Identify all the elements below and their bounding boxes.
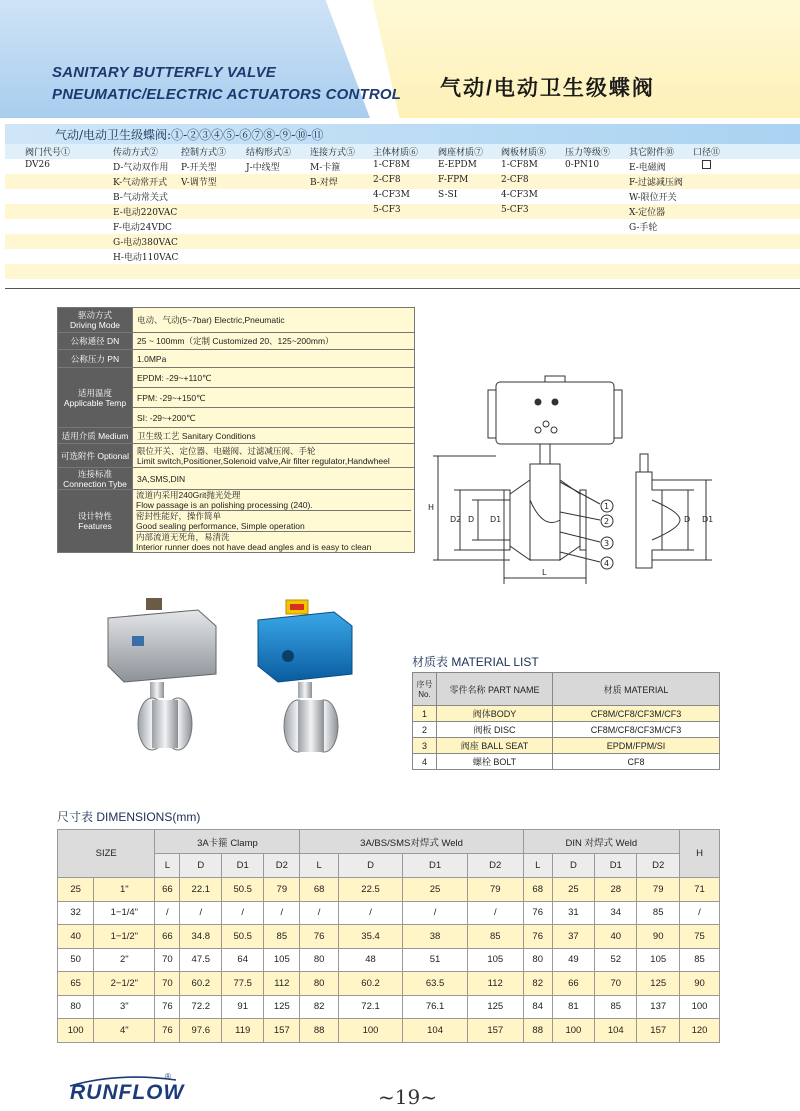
clamp-left (504, 490, 510, 550)
actuator-indicator (545, 376, 565, 382)
dim-cell: 105 (637, 948, 680, 972)
dim-cell: / (300, 901, 338, 925)
dim-cell: / (467, 901, 523, 925)
page-number: ~19~ (378, 1085, 437, 1109)
code-cell: 压力等级⑨ (565, 148, 611, 158)
material-cell: 螺栓 BOLT (437, 754, 553, 770)
dim-cell: 50 (58, 948, 94, 972)
dimensions-table (57, 829, 720, 1043)
drawing-label: D (468, 515, 475, 524)
code-cell: 5-CF3 (501, 205, 529, 215)
actuator-end-cap-left (488, 390, 496, 438)
spec-val-features: 流道内采用240Grit抛光处理 Flow passage is an polishing processing (240). 密封性能好，操作简单 Good sealing performance, Simple operation 内部流道无死角，易清洗 Interior runner does not have dead angles and is easy to clean (133, 490, 415, 553)
material-cell: 3 (413, 738, 437, 754)
dim-cell: 105 (264, 948, 300, 972)
spec-table (57, 307, 415, 553)
dim-cell: 75 (680, 925, 720, 949)
dim-cell: 3" (94, 995, 155, 1019)
code-cell: 0-PN10 (565, 160, 600, 170)
code-row (5, 174, 800, 189)
dim-row (58, 948, 720, 972)
runflow-logo: RUNFLOW (70, 1081, 185, 1104)
spec-key-drive: 驱动方式 Driving Mode (58, 308, 133, 333)
dim-cell: 76 (523, 925, 552, 949)
dim-cell: 76 (300, 925, 338, 949)
clamp-right (580, 490, 586, 550)
pneumatic-body (152, 700, 178, 748)
dim-cell: 66 (155, 925, 180, 949)
mat-head-material: 材质 MATERIAL (553, 673, 720, 706)
dim-cell: 68 (523, 878, 552, 902)
code-cell: 连接方式⑤ (310, 148, 356, 158)
material-cell: CF8M/CF8/CF3M/CF3 (553, 722, 720, 738)
dim-cell: 28 (595, 878, 637, 902)
pneumatic-label (132, 636, 144, 646)
dim-cell: 100 (680, 995, 720, 1019)
actuator-end-cap-right (614, 390, 622, 438)
code-cell: 4-CF3M (373, 190, 410, 200)
spec-val-temp-epdm: EPDM: -29~+110℃ (133, 368, 415, 388)
dim-cell: 40 (58, 925, 94, 949)
dim-cell: 104 (595, 1019, 637, 1043)
dim-subheader: L (300, 854, 338, 878)
page-header (0, 0, 800, 118)
electric-actuator (258, 612, 352, 682)
actuator-body (496, 382, 614, 444)
dim-cell: 97.6 (180, 1019, 222, 1043)
code-cell: 2-CF8 (373, 175, 401, 185)
dim-cell: / (180, 901, 222, 925)
code-cell: X-定位器 (629, 208, 666, 218)
material-row (413, 706, 720, 722)
port-5 (551, 427, 557, 433)
section-divider (5, 288, 800, 289)
material-cell: 阀座 BALL SEAT (437, 738, 553, 754)
dim-cell: / (264, 901, 300, 925)
code-cell: E-电磁阀 (629, 163, 666, 173)
mat-head-part: 零件名称 PART NAME (437, 673, 553, 706)
title-en-line-2: PNEUMATIC/ELECTRIC ACTUATORS CONTROL (52, 86, 402, 103)
dim-cell: 112 (264, 972, 300, 996)
dim-cell: 32 (58, 901, 94, 925)
material-row (413, 722, 720, 738)
code-cell: E-电动220VAC (113, 208, 178, 218)
pneumatic-indicator (146, 598, 162, 610)
code-cell: E-EPDM (438, 160, 477, 170)
dim-cell: 85 (467, 925, 523, 949)
dim-row (58, 1019, 720, 1043)
dim-cell: 63.5 (403, 972, 468, 996)
code-cell: P-开关型 (181, 163, 217, 173)
dim-cell: 76 (523, 901, 552, 925)
material-cell: EPDM/FPM/SI (553, 738, 720, 754)
dim-row (58, 901, 720, 925)
side-view-disc (652, 500, 680, 540)
dim-cell: 85 (637, 901, 680, 925)
drawing-label: D2 (450, 515, 462, 524)
code-cell: W-限位开关 (629, 193, 677, 203)
code-cell: 阀门代号① (25, 148, 71, 158)
dim-cell: 25 (58, 878, 94, 902)
registered-mark: ® (165, 1072, 171, 1081)
side-view-body (636, 472, 662, 568)
title-chinese: 气动/电动卫生级蝶阀 (440, 77, 655, 100)
code-cell: 1-CF8M (373, 160, 410, 170)
pneumatic-valve-photo (108, 598, 216, 750)
dim-cell: 47.5 (180, 948, 222, 972)
dim-row (58, 925, 720, 949)
material-cell: CF8 (553, 754, 720, 770)
dim-subheader: L (523, 854, 552, 878)
port-1 (535, 399, 541, 405)
code-row (5, 264, 800, 279)
port-2 (552, 399, 558, 405)
code-cell: DV26 (25, 160, 51, 170)
dim-subheader: D (338, 854, 403, 878)
code-cell: D-气动双作用 (113, 163, 169, 173)
dim-cell: 66 (155, 878, 180, 902)
dim-cell: 80 (523, 948, 552, 972)
spec-key-temp: 适用温度 Applicable Temp (58, 368, 133, 428)
dim-row (58, 972, 720, 996)
dim-cell: 1" (94, 878, 155, 902)
code-cell: G-手轮 (629, 223, 658, 233)
code-row (5, 204, 800, 219)
dim-cell: 105 (467, 948, 523, 972)
code-cell: 2-CF8 (501, 175, 529, 185)
dim-cell: 51 (403, 948, 468, 972)
dim-cell: 50.5 (222, 878, 264, 902)
dim-cell: 77.5 (222, 972, 264, 996)
dim-cell: 120 (680, 1019, 720, 1043)
dim-cell: / (680, 901, 720, 925)
dim-cell: 70 (595, 972, 637, 996)
dim-cell: 22.5 (338, 878, 403, 902)
spec-val-drive: 电动、气动(5~7bar) Electric,Pneumatic (133, 308, 415, 333)
code-row (5, 189, 800, 204)
dim-cell: 34 (595, 901, 637, 925)
dim-cell: 80 (58, 995, 94, 1019)
pneumatic-stem (150, 682, 164, 698)
spec-val-medium: 卫生级工艺 Sanitary Conditions (133, 428, 415, 444)
drawing-label: L (542, 568, 547, 577)
dim-head-clamp: 3A卡箍 Clamp (155, 830, 300, 854)
dim-head-din-weld: DIN 对焊式 Weld (523, 830, 679, 854)
dim-cell: 38 (403, 925, 468, 949)
code-cell: 结构形式④ (246, 148, 292, 158)
code-cell: 其它附件⑩ (629, 148, 675, 158)
size-checkbox (702, 160, 711, 170)
dim-cell: 137 (637, 995, 680, 1019)
code-cell: B-气动常关式 (113, 193, 168, 203)
code-cell: 阀板材质⑧ (501, 148, 547, 158)
code-cell: 5-CF3 (373, 205, 401, 215)
dim-subheader: D1 (595, 854, 637, 878)
electric-body (298, 700, 324, 752)
dim-cell: 100 (58, 1019, 94, 1043)
dim-cell: 25 (552, 878, 594, 902)
dim-cell: 52 (595, 948, 637, 972)
code-cell: S-SI (438, 190, 458, 200)
valve-left-flange (510, 480, 530, 560)
dim-cell: 1−1/4" (94, 901, 155, 925)
code-cell: 口径⑪ (693, 148, 721, 158)
valve-technical-drawing (418, 372, 730, 592)
dim-subheader: D (552, 854, 594, 878)
code-cell: J-中线型 (246, 163, 280, 173)
dim-row (58, 878, 720, 902)
spec-val-temp-si: SI: -29~+200℃ (133, 408, 415, 428)
material-cell: 1 (413, 706, 437, 722)
dim-cell: 31 (552, 901, 594, 925)
dim-cell: 50.5 (222, 925, 264, 949)
dim-cell: 2−1/2" (94, 972, 155, 996)
material-list-title: 材质表 MATERIAL LIST (412, 655, 539, 669)
spec-key-medium: 适用介质 Medium (58, 428, 133, 444)
spec-val-pn: 1.0MPa (133, 350, 415, 368)
dim-cell: 76 (155, 995, 180, 1019)
dim-cell: 34.8 (180, 925, 222, 949)
dim-cell: 79 (637, 878, 680, 902)
dim-cell: 49 (552, 948, 594, 972)
dim-cell: 91 (222, 995, 264, 1019)
dim-head-h: H (680, 830, 720, 878)
valve-right-flange (560, 480, 580, 560)
drawing-label: D (684, 515, 691, 524)
drawing-label: 3 (604, 539, 610, 548)
dim-cell: 119 (222, 1019, 264, 1043)
spec-key-pn: 公称压力 PN (58, 350, 133, 368)
electric-knob (282, 650, 294, 662)
dim-cell: 88 (300, 1019, 338, 1043)
drawing-label: H (428, 503, 435, 512)
electric-indicator-red (290, 604, 304, 610)
dim-cell: / (155, 901, 180, 925)
drawing-label: 1 (604, 502, 610, 511)
code-cell: 控制方式③ (181, 148, 227, 158)
code-cell: 阀座材质⑦ (438, 148, 484, 158)
dim-cell: 65 (58, 972, 94, 996)
dim-cell: / (403, 901, 468, 925)
dim-cell: 40 (595, 925, 637, 949)
drawing-label: D1 (490, 515, 502, 524)
spec-key-connection: 连接标准 Connection Tybe (58, 468, 133, 490)
dim-cell: 157 (467, 1019, 523, 1043)
dim-cell: 25 (403, 878, 468, 902)
code-title: 气动/电动卫生级蝶阀:①-②③④⑤-⑥⑦⑧-⑨-⑩-⑪ (55, 128, 324, 142)
dim-cell: 157 (264, 1019, 300, 1043)
title-english (52, 62, 401, 106)
dim-cell: 84 (523, 995, 552, 1019)
material-cell: 阀板 DISC (437, 722, 553, 738)
dim-cell: 90 (637, 925, 680, 949)
code-cell: 4-CF3M (501, 190, 538, 200)
dim-cell: 22.1 (180, 878, 222, 902)
dim-cell: 68 (300, 878, 338, 902)
dim-subheader: L (155, 854, 180, 878)
drawing-label: 4 (604, 559, 610, 568)
code-cell: F-FPM (438, 175, 469, 185)
code-cell: 传动方式② (113, 148, 159, 158)
code-cell: F-电动24VDC (113, 223, 172, 233)
dim-cell: 72.1 (338, 995, 403, 1019)
code-cell: 主体材质⑥ (373, 148, 419, 158)
spec-val-temp-fpm: FPM: -29~+150℃ (133, 388, 415, 408)
dim-cell: 72.2 (180, 995, 222, 1019)
dim-cell: 125 (637, 972, 680, 996)
dim-cell: 82 (523, 972, 552, 996)
pneumatic-actuator (108, 610, 216, 682)
dim-cell: 85 (595, 995, 637, 1019)
dim-cell: 80 (300, 972, 338, 996)
dim-cell: 157 (637, 1019, 680, 1043)
mat-head-no: 序号 No. (413, 673, 437, 706)
dim-cell: 82 (300, 995, 338, 1019)
dim-cell: 37 (552, 925, 594, 949)
spec-val-dn: 25 ~ 100mm（定制 Customized 20、125~200mm） (133, 333, 415, 350)
material-row (413, 738, 720, 754)
material-row (413, 754, 720, 770)
material-cell: CF8M/CF8/CF3M/CF3 (553, 706, 720, 722)
dim-cell: 112 (467, 972, 523, 996)
spec-val-optional: 限位开关、定位器、电磁阀、过滤减压阀、手轮 Limit switch,Positioner,Solenoid valve,Air filter regulator,Handwheel (133, 444, 415, 468)
dim-cell: 90 (680, 972, 720, 996)
dim-cell: 66 (552, 972, 594, 996)
code-cell: V-调节型 (181, 178, 217, 188)
code-row (5, 159, 800, 174)
dim-cell: 76.1 (403, 995, 468, 1019)
dim-subheader: D2 (467, 854, 523, 878)
dim-head-size: SIZE (58, 830, 155, 878)
dim-subheader: D2 (637, 854, 680, 878)
dim-cell: 100 (552, 1019, 594, 1043)
valve-body-center (530, 464, 560, 560)
code-row (5, 234, 800, 249)
electric-stem (298, 682, 312, 698)
dim-cell: 48 (338, 948, 403, 972)
material-cell: 阀体BODY (437, 706, 553, 722)
dim-cell: 35.4 (338, 925, 403, 949)
material-table (412, 672, 720, 770)
code-cell: B-对焊 (310, 178, 338, 188)
dim-cell: 80 (300, 948, 338, 972)
port-3 (543, 421, 549, 427)
dim-cell: 60.2 (180, 972, 222, 996)
material-cell: 2 (413, 722, 437, 738)
spec-key-features: 设计特性 Features (58, 490, 133, 553)
dim-cell: 60.2 (338, 972, 403, 996)
dim-subheader: D2 (264, 854, 300, 878)
port-4 (535, 427, 541, 433)
dim-cell: / (338, 901, 403, 925)
spec-key-optional: 可选附件 Optional (58, 444, 133, 468)
ordering-code-table (5, 144, 800, 279)
dim-cell: 81 (552, 995, 594, 1019)
code-header-row (5, 144, 800, 159)
dim-cell: / (222, 901, 264, 925)
valve-stem (540, 444, 550, 464)
title-en-line-1: SANITARY BUTTERFLY VALVE (52, 64, 276, 81)
drawing-label: D1 (702, 515, 714, 524)
product-photos (98, 596, 364, 766)
dim-cell: 70 (155, 972, 180, 996)
dim-cell: 85 (680, 948, 720, 972)
code-cell: 1-CF8M (501, 160, 538, 170)
dim-cell: 100 (338, 1019, 403, 1043)
electric-valve-photo (258, 600, 352, 752)
code-row (5, 249, 800, 264)
code-cell: F-过滤减压阀 (629, 178, 683, 188)
code-cell: H-电动110VAC (113, 253, 179, 263)
code-cell: G-电动380VAC (113, 238, 178, 248)
dim-subheader: D1 (222, 854, 264, 878)
dim-cell: 125 (467, 995, 523, 1019)
disc-curve (530, 500, 560, 523)
dim-cell: 85 (264, 925, 300, 949)
dim-cell: 70 (155, 948, 180, 972)
dim-cell: 76 (155, 1019, 180, 1043)
dimensions-title: 尺寸表 DIMENSIONS(mm) (57, 810, 201, 824)
dim-cell: 4" (94, 1019, 155, 1043)
code-cell: M-卡箍 (310, 163, 341, 173)
side-view-top (640, 454, 648, 472)
dim-cell: 1−1/2" (94, 925, 155, 949)
dim-cell: 125 (264, 995, 300, 1019)
dim-row (58, 995, 720, 1019)
code-cell: K-气动常开式 (113, 178, 168, 188)
dim-cell: 2" (94, 948, 155, 972)
material-cell: 4 (413, 754, 437, 770)
dim-subheader: D1 (403, 854, 468, 878)
dim-cell: 79 (467, 878, 523, 902)
dim-cell: 71 (680, 878, 720, 902)
dim-cell: 88 (523, 1019, 552, 1043)
dim-head-3a-weld: 3A/BS/SMS对焊式 Weld (300, 830, 523, 854)
dim-cell: 64 (222, 948, 264, 972)
drawing-label: 2 (604, 517, 610, 526)
spec-key-dn: 公称通径 DN (58, 333, 133, 350)
spec-val-connection: 3A,SMS,DIN (133, 468, 415, 490)
dim-cell: 104 (403, 1019, 468, 1043)
code-row (5, 219, 800, 234)
dim-subheader: D (180, 854, 222, 878)
dim-cell: 79 (264, 878, 300, 902)
